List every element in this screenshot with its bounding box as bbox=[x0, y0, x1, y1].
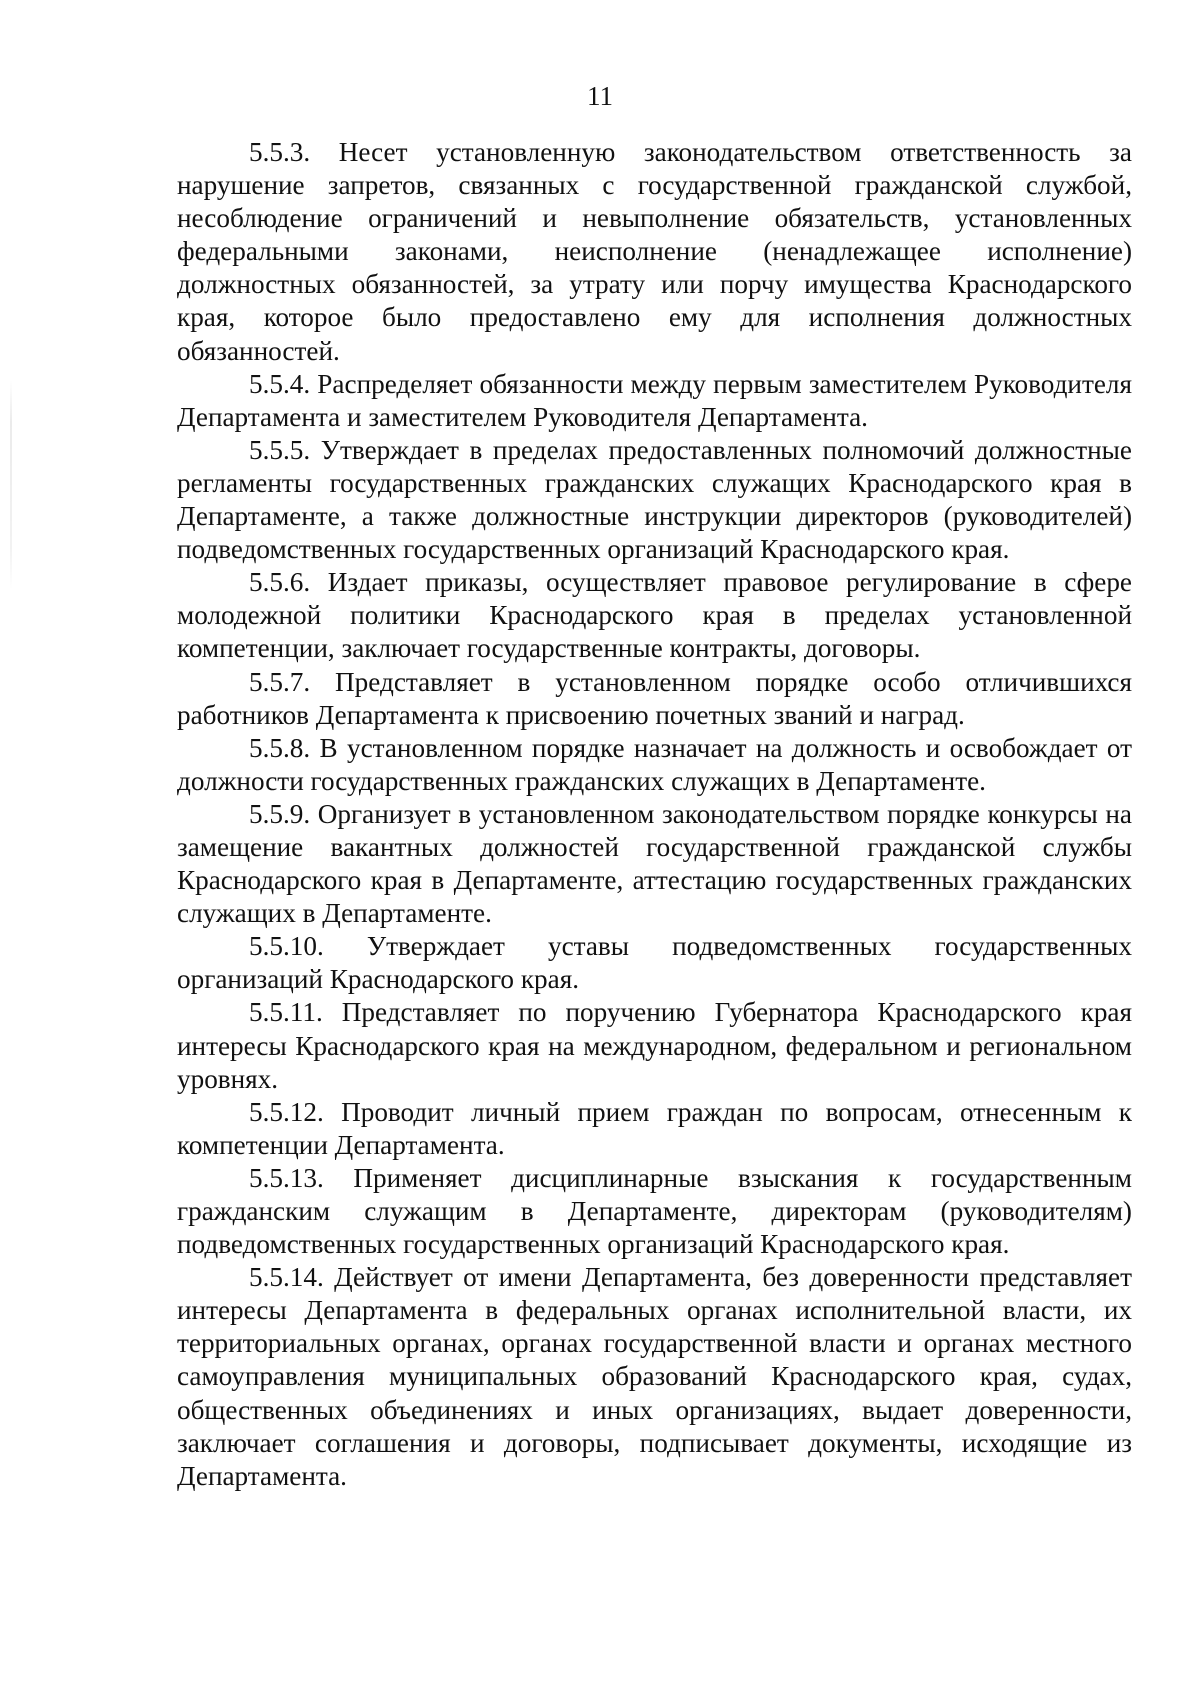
paragraph-5-5-14: 5.5.14. Действует от имени Департамента, без доверенности представляет интересы Департамента в федеральных органах исполнительной власти, их территориальных органах, органах государственной власти и органах местного самоуправления муниципальных образований Краснодарского края, судах, общественных объединениях и иных организациях, выдает доверенности, заключает соглашения и договоры, подписывает документы, исходящие из Департамента. bbox=[177, 1262, 1132, 1491]
scan-margin-mark bbox=[10, 380, 12, 590]
paragraph-5-5-3: 5.5.3. Несет установленную законодательством ответственность за нарушение запретов, связанных с государственной гражданской службой, несоблюдение ограничений и невыполнение обязательств, установленных федеральными законами, неисполнение (ненадлежащее исполнение) должностных обязанностей, за утрату или порчу имущества Краснодарского края, которое было предоставлено ему для исполнения должностных обязанностей. bbox=[177, 137, 1132, 366]
paragraph-5-5-10: 5.5.10. Утверждает уставы подведомственных государственных организаций Краснодарского края. bbox=[177, 931, 1132, 995]
page-number: 11 bbox=[587, 81, 613, 111]
paragraph-5-5-4: 5.5.4. Распределяет обязанности между первым заместителем Руководителя Департамента и заместителем Руководителя Департамента. bbox=[177, 368, 1132, 432]
paragraph-5-5-9: 5.5.9. Организует в установленном законодательством порядке конкурсы на замещение вакантных должностей государственной гражданской службы Краснодарского края в Департаменте, аттестацию государственных гражданских служащих в Департаменте. bbox=[177, 798, 1132, 929]
paragraph-5-5-5: 5.5.5. Утверждает в пределах предоставленных полномочий должностные регламенты государственных гражданских служащих Краснодарского края в Департаменте, а также должностные инструкции директоров (руководителей) подведомственных государственных организаций Краснодарского края. bbox=[177, 434, 1132, 565]
paragraph-5-5-7: 5.5.7. Представляет в установленном порядке особо отличившихся работников Департамента к присвоению почетных званий и наград. bbox=[177, 666, 1132, 730]
paragraph-5-5-8: 5.5.8. В установленном порядке назначает на должность и освобождает от должности государственных гражданских служащих в Департаменте. bbox=[177, 732, 1132, 796]
paragraph-5-5-13: 5.5.13. Применяет дисциплинарные взыскания к государственным гражданским служащим в Департаменте, директорам (руководителям) подведомственных государственных организаций Краснодарского края. bbox=[177, 1162, 1132, 1260]
paragraph-5-5-6: 5.5.6. Издает приказы, осуществляет правовое регулирование в сфере молодежной политики Краснодарского края в пределах установленной компетенции, заключает государственные контракты, договоры. bbox=[177, 567, 1132, 664]
document-body bbox=[177, 136, 1132, 1493]
paragraph-5-5-12: 5.5.12. Проводит личный прием граждан по вопросам, отнесенным к компетенции Департамента. bbox=[177, 1096, 1132, 1160]
paragraph-5-5-11: 5.5.11. Представляет по поручению Губернатора Краснодарского края интересы Краснодарского края на международном, федеральном и региональном уровнях. bbox=[177, 997, 1132, 1094]
